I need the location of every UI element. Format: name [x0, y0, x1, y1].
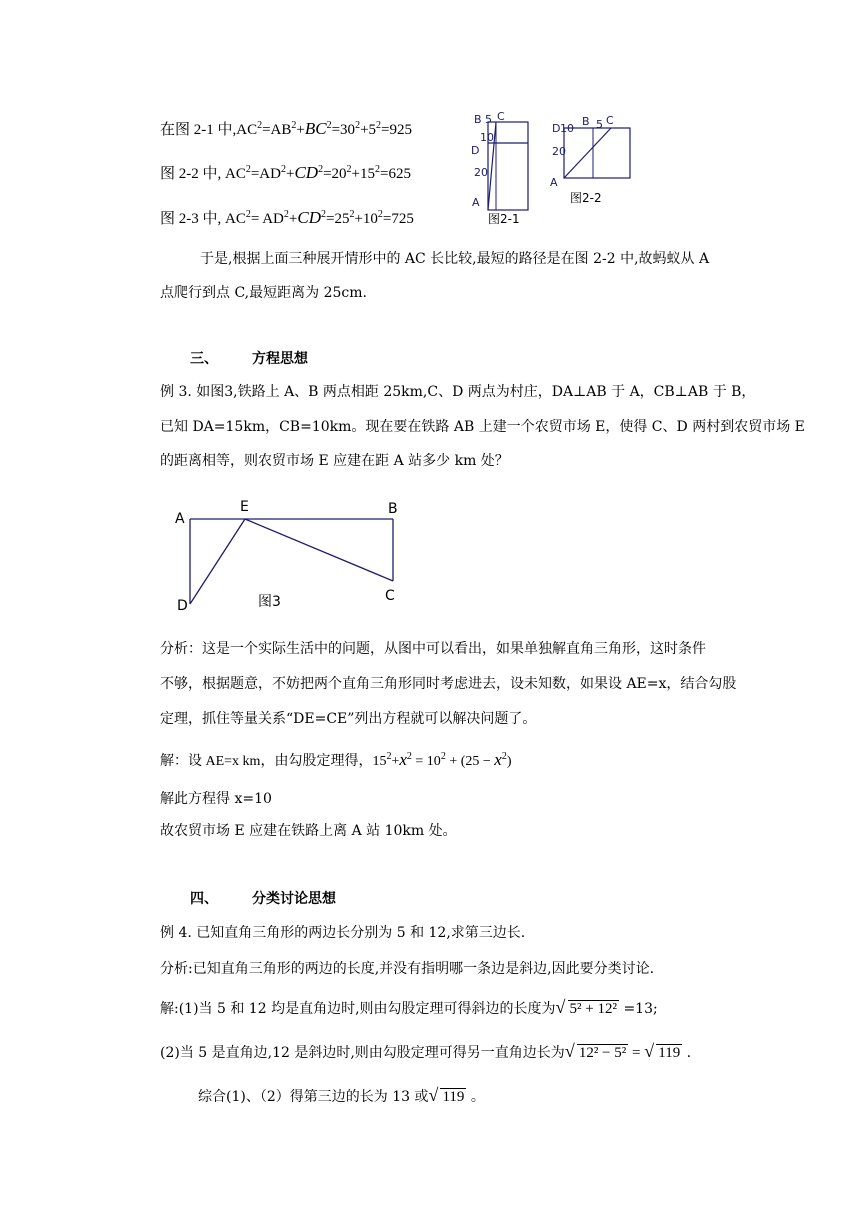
fig22-caption: 图2-2 [570, 191, 602, 205]
fig3-label-d: D [177, 598, 188, 614]
fig22-box [564, 128, 630, 178]
solution-4-case-1: 解:(1)当 5 和 12 均是直角边时,则由勾股定理可得斜边的长度为√ 5² + 12² =13; [160, 1000, 658, 1018]
fig21-label-10: 10 [480, 131, 494, 144]
section-3-number: 三、 [190, 351, 218, 367]
fig21-caption: 图2-1 [488, 212, 520, 226]
example-3-line-2: 已知 DA=15km，CB=10km。现在要在铁路 AB 上建一个农贸市场 E，使得 C、D 两村到农贸市场 E [160, 419, 805, 435]
analysis-3-line-3: 定理，抓住等量关系“DE=CE”列出方程就可以解决问题了。 [160, 711, 537, 727]
fig22-label-a: A [550, 176, 558, 189]
sqrt-5-12: √ 5² + 12² [556, 1000, 619, 1018]
figure-3 [170, 494, 410, 616]
fig22-path [564, 128, 611, 178]
fig3-label-c: C [385, 588, 395, 604]
analysis-3-line-2: 不够，根据题意，不妨把两个直角三角形同时考虑进去，设未知数，如果设 AE=x，结合勾股 [160, 676, 737, 692]
figure-2-2 [548, 110, 638, 210]
solution-3-equation: 解：设 AE=x km，由勾股定理得，$15^2+x^2 = 10^2 + (25 - x^2)$ [160, 750, 512, 769]
analysis-4: 分析:已知直角三角形的两边的长度,并没有指明哪一条边是斜边,因此要分类讨论. [160, 961, 655, 977]
section-3-title: 方程思想 [252, 351, 308, 367]
section-3-heading [190, 350, 308, 368]
fig3-label-a: A [175, 511, 185, 527]
fig3-label-e: E [240, 499, 249, 515]
fig21-label-5: 5 [485, 113, 492, 126]
section-4-title: 分类讨论思想 [252, 891, 336, 907]
sqrt-119-summary: √ 119 [428, 1088, 466, 1106]
formula-fig21: 在图 2-1 中$,AC^2=AB^2+BC^2=30^2+5^2=925$ [160, 119, 412, 138]
fig21-box [488, 122, 528, 210]
example-4: 例 4. 已知直角三角形的两边长分别为 5 和 12,求第三边长. [160, 925, 526, 941]
fig21-label-a: A [472, 196, 480, 209]
fig22-label-d: D [552, 122, 561, 135]
summary-line: 综合(1)、（2）得第三边的长为 13 或√ 119 。 [198, 1088, 485, 1106]
fig21-label-c: C [497, 110, 505, 123]
formula-fig23: 图 2-3 中, $AC^2= AD^2+CD^2=25^2+10^2=725$ [160, 208, 414, 227]
conclusion-line-1: 于是,根据上面三种展开情形中的 AC 长比较,最短的路径是在图 2-2 中,故蚂蚁从 A [200, 251, 710, 267]
fig3-label-b: B [388, 501, 398, 517]
example-3-line-1: 例 3. 如图3,铁路上 A、B 两点相距 25km,C、D 两点为村庄，DA⊥AB 于 A，CB⊥AB 于 B， [160, 384, 756, 400]
analysis-3-line-1: 分析：这是一个实际生活中的问题，从图中可以看出，如果单独解直角三角形，这时条件 [160, 641, 706, 657]
fig22-label-20: 20 [552, 145, 566, 158]
conclusion-line-2: 点爬行到点 C,最短距离为 25cm. [160, 285, 367, 301]
segment-de [190, 519, 245, 604]
section-4-heading [190, 890, 336, 908]
answer-line: 故农贸市场 E 应建在铁路上离 A 站 10km 处。 [160, 823, 457, 839]
fig22-label-10: 10 [560, 122, 574, 135]
fig22-label-5: 5 [596, 118, 603, 131]
formula-fig22: 图 2-2 中, $AC^2=AD^2+CD^2=20^2+15^2=625$ [160, 163, 411, 182]
figure-2-1 [468, 108, 548, 226]
fig3-caption: 图3 [258, 594, 281, 610]
fig21-label-20: 20 [474, 166, 488, 179]
fig22-label-c: C [606, 114, 614, 127]
solution-4-case-2: (2)当 5 是直角边,12 是斜边时,则由勾股定理可得另一直角边长为√ 12² − 5² = √ 119 . [160, 1044, 691, 1062]
solve-line: 解此方程得 x=10 [160, 791, 272, 807]
fig21-label-b: B [474, 113, 482, 126]
sqrt-119: √ 119 [644, 1044, 682, 1062]
fig22-label-b: B [582, 115, 590, 128]
section-4-number: 四、 [190, 891, 218, 907]
sqrt-12-5: √ 12² − 5² [565, 1044, 628, 1062]
segment-ec [245, 519, 393, 581]
example-3-line-3: 的距离相等，则农贸市场 E 应建在距 A 站多少 km 处？ [160, 453, 509, 469]
fig21-label-d: D [471, 144, 480, 157]
